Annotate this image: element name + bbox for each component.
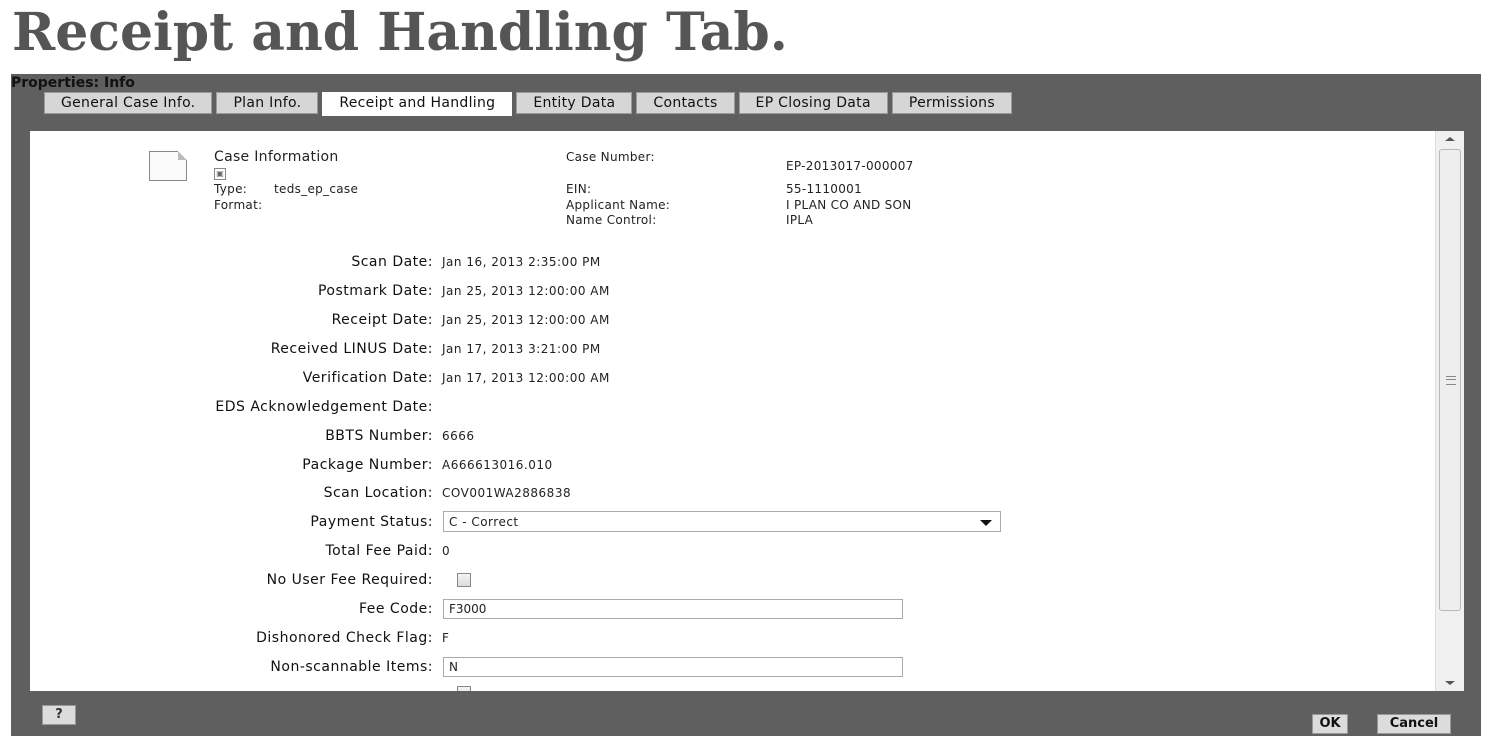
ein-value: 55-1110001 [786, 182, 863, 196]
postmark-date-row [30, 280, 1030, 302]
fee-code-row [30, 598, 1030, 620]
payment-status-selected: C - Correct [449, 515, 519, 529]
scrollbar-thumb[interactable] [1439, 149, 1461, 611]
received-linus-date-row [30, 338, 1030, 360]
tab-entity-data[interactable]: Entity Data [516, 92, 632, 114]
applicant-name-label: Applicant Name: [566, 198, 671, 212]
type-label: Type: [214, 182, 248, 196]
properties-icon[interactable]: ▣ [214, 168, 226, 180]
document-icon [149, 151, 187, 181]
scan-date-label: Scan Date: [351, 254, 433, 270]
tab-plan-info[interactable]: Plan Info. [216, 92, 318, 114]
help-button[interactable]: ? [42, 705, 76, 725]
scan-location-label: Scan Location: [323, 485, 433, 501]
bbts-number-value: 6666 [442, 429, 475, 443]
received-linus-date-label: Received LINUS Date: [270, 341, 433, 357]
scan-date-value: Jan 16, 2013 2:35:00 PM [442, 255, 601, 269]
tab-ep-closing-data[interactable]: EP Closing Data [739, 92, 888, 114]
case-info-title: Case Information [214, 149, 339, 165]
tab-contacts[interactable]: Contacts [636, 92, 734, 114]
package-number-label: Package Number: [302, 457, 433, 473]
vertical-scrollbar[interactable] [1435, 131, 1464, 691]
scroll-up-arrow-icon[interactable] [1445, 137, 1455, 141]
package-number-value: A666613016.010 [442, 458, 553, 472]
case-number-label: Case Number: [566, 150, 655, 164]
receipt-date-label: Receipt Date: [331, 312, 433, 328]
tab-receipt-and-handling[interactable]: Receipt and Handling [322, 92, 512, 116]
verification-date-label: Verification Date: [302, 370, 433, 386]
case-number-value: EP-2013017-000007 [786, 159, 914, 173]
type-value: teds_ep_case [274, 182, 359, 196]
payment-status-select[interactable] [443, 511, 1001, 532]
non-scannable-input[interactable]: N [443, 657, 903, 677]
non-scannable-label: Non-scannable Items: [270, 659, 433, 675]
dropdown-arrow-icon[interactable] [980, 520, 992, 526]
dialog-title: Properties: Info [11, 75, 135, 91]
ein-label: EIN: [566, 182, 592, 196]
dishonored-check-value: F [442, 631, 450, 645]
received-linus-date-value: Jan 17, 2013 3:21:00 PM [442, 342, 601, 356]
document-heading: Receipt and Handling Tab. [12, 2, 788, 63]
tab-permissions[interactable]: Permissions [892, 92, 1012, 114]
fee-code-input[interactable]: F3000 [443, 599, 903, 619]
properties-dialog [11, 74, 1481, 736]
verification-date-value: Jan 17, 2013 12:00:00 AM [442, 371, 610, 385]
scan-location-value: COV001WA2886838 [442, 486, 572, 500]
receipt-date-row [30, 309, 1030, 331]
cancel-button[interactable]: Cancel [1377, 714, 1451, 734]
bbts-number-label: BBTS Number: [325, 428, 433, 444]
receipt-date-value: Jan 25, 2013 12:00:00 AM [442, 313, 610, 327]
grip-icon [1446, 376, 1456, 385]
verification-date-row [30, 367, 1030, 389]
postmark-date-value: Jan 25, 2013 12:00:00 AM [442, 284, 610, 298]
total-fee-paid-value: 0 [442, 544, 451, 558]
eds-ack-date-label: EDS Acknowledgement Date: [215, 399, 433, 415]
no-user-fee-checkbox[interactable] [457, 573, 471, 587]
payment-status-row [30, 511, 1030, 533]
bbts-number-row [30, 425, 1030, 447]
tab-bar [44, 92, 1016, 114]
scan-date-row [30, 251, 1030, 273]
postmark-date-label: Postmark Date: [317, 283, 433, 299]
package-number-row [30, 454, 1030, 476]
total-fee-paid-row [30, 540, 1030, 562]
non-scannable-row [30, 656, 1030, 678]
total-fee-paid-label: Total Fee Paid: [325, 543, 433, 559]
ok-button[interactable]: OK [1312, 714, 1348, 734]
no-user-fee-row [30, 569, 1030, 591]
clipped-row [30, 684, 1030, 691]
no-user-fee-label: No User Fee Required: [266, 572, 433, 588]
applicant-name-value: I PLAN CO AND SON [786, 198, 912, 212]
scroll-down-arrow-icon[interactable] [1445, 681, 1455, 685]
dishonored-check-label: Dishonored Check Flag: [256, 630, 433, 646]
clipped-checkbox[interactable] [457, 686, 471, 691]
name-control-value: IPLA [786, 213, 814, 227]
scan-location-row [30, 482, 1030, 504]
eds-ack-date-row [30, 396, 1030, 418]
payment-status-label: Payment Status: [310, 514, 433, 530]
name-control-label: Name Control: [566, 213, 657, 227]
tab-content-panel [30, 131, 1464, 691]
dishonored-check-row [30, 627, 1030, 649]
fee-code-label: Fee Code: [358, 601, 433, 617]
tab-general-case-info[interactable]: General Case Info. [44, 92, 212, 114]
format-label: Format: [214, 198, 263, 212]
